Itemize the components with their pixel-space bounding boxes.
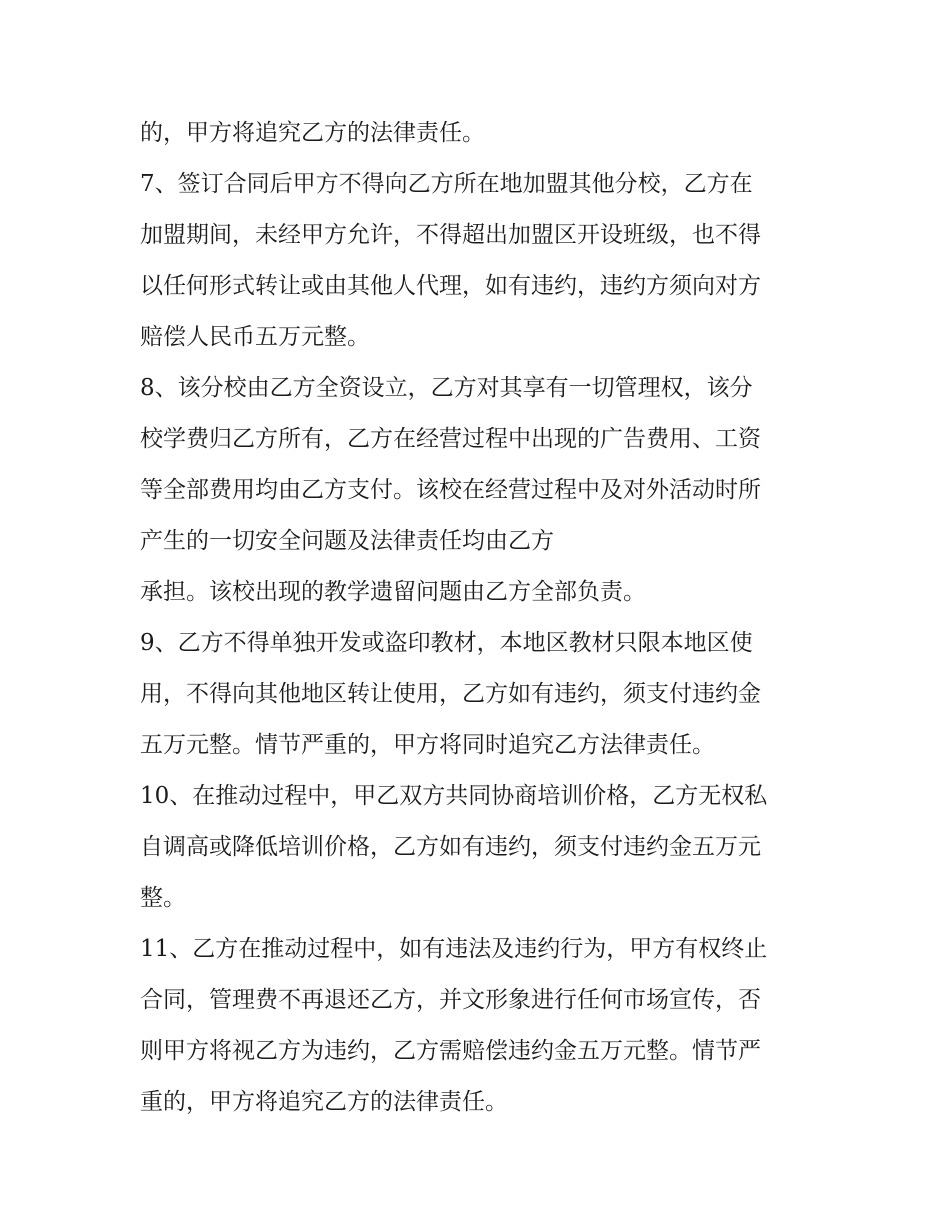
text-line: 用，不得向其他地区转让使用，乙方如有违约，须支付违约金	[140, 681, 761, 707]
text-line: 则甲方将视乙方为违约，乙方需赔偿违约金五万元整。情节严	[140, 1038, 761, 1064]
text-line: 加盟期间，未经甲方允许，不得超出加盟区开设班级，也不得	[140, 222, 761, 248]
text-line: 五万元整。情节严重的，甲方将同时追究乙方法律责任。	[140, 732, 715, 758]
text-line: 的，甲方将追究乙方的法律责任。	[140, 120, 485, 146]
text-line: 整。	[140, 885, 186, 911]
text-line: 合同，管理费不再退还乙方，并文形象进行任何市场宣传，否	[140, 987, 761, 1013]
text-line: 校学费归乙方所有，乙方在经营过程中出现的广告费用、工资	[140, 426, 761, 452]
text-line: 8、该分校由乙方全资设立，乙方对其享有一切管理权，该分	[140, 375, 753, 401]
text-line: 以任何形式转让或由其他人代理，如有违约，违约方须向对方	[140, 273, 761, 299]
text-line: 等全部费用均由乙方支付。该校在经营过程中及对外活动时所	[140, 477, 761, 503]
text-line: 9、乙方不得单独开发或盗印教材，本地区教材只限本地区使	[140, 630, 753, 656]
text-line: 11、乙方在推动过程中，如有违法及违约行为，甲方有权终止	[140, 936, 768, 962]
text-line: 10、在推动过程中，甲乙双方共同协商培训价格，乙方无权私	[140, 783, 768, 809]
text-line: 赔偿人民币五万元整。	[140, 324, 370, 350]
text-line: 重的，甲方将追究乙方的法律责任。	[140, 1089, 508, 1115]
text-line: 7、签订合同后甲方不得向乙方所在地加盟其他分校，乙方在	[140, 171, 753, 197]
text-line: 承担。该校出现的教学遗留问题由乙方全部负责。	[140, 579, 646, 605]
document-body	[140, 108, 820, 1128]
text-line: 产生的一切安全问题及法律责任均由乙方	[140, 528, 554, 554]
text-line: 自调高或降低培训价格，乙方如有违约，须支付违约金五万元	[140, 834, 761, 860]
